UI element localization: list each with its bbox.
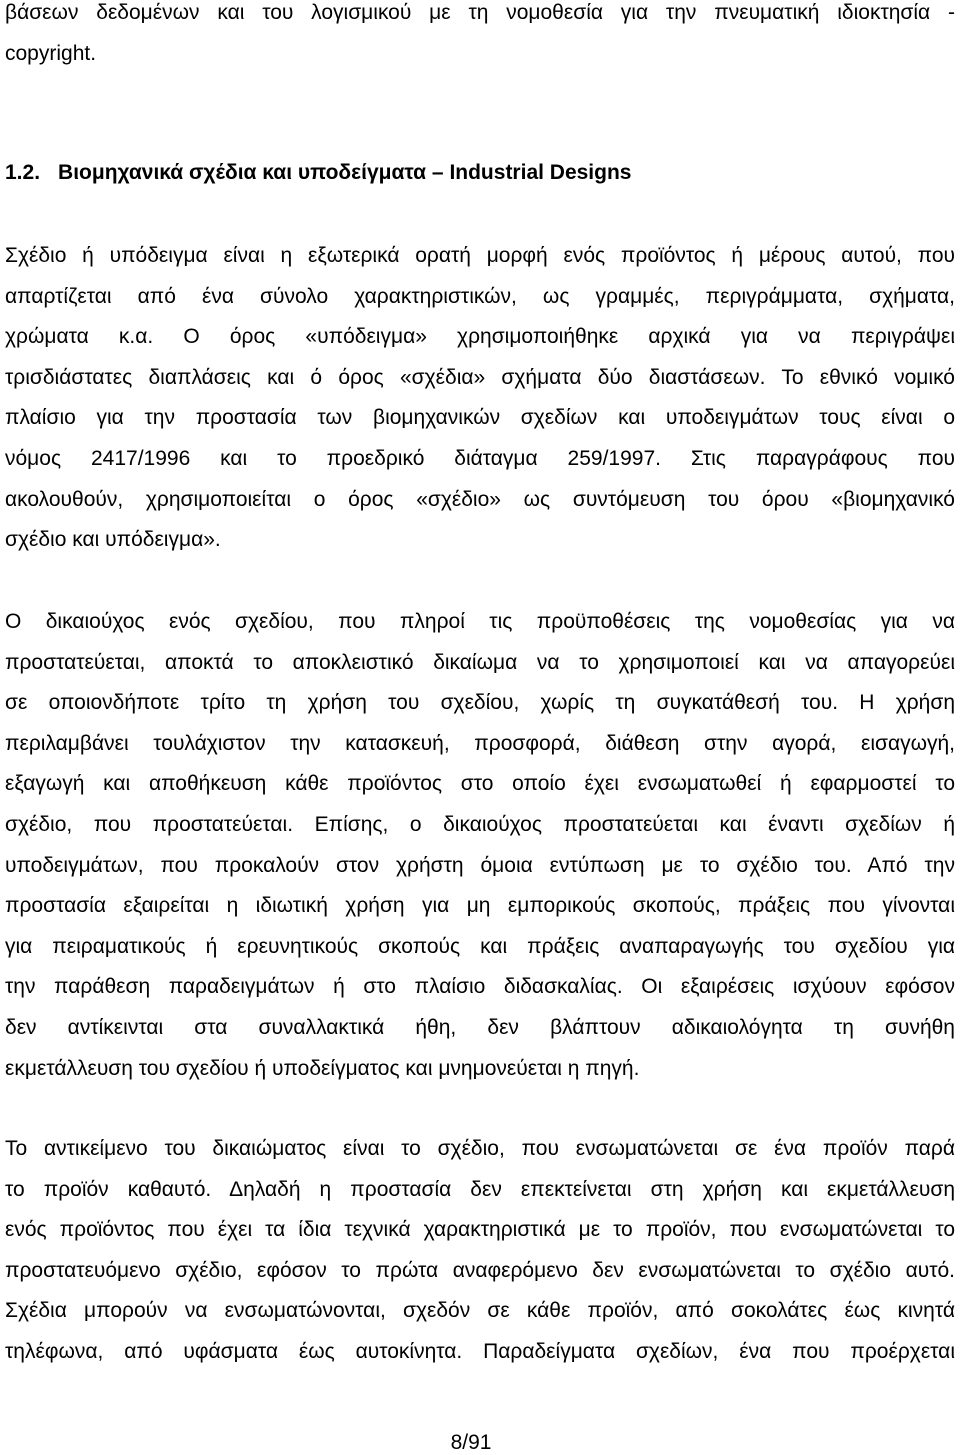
paragraph-1 [5, 236, 955, 561]
paragraph-line: τρισδιάστατες διαπλάσεις και ό όρος «σχέδια» σχήματα δύο διαστάσεων. Το εθνικό νομικό [5, 365, 955, 389]
paragraph-line: σχέδιο, που προστατεύεται. Επίσης, ο δικαιούχος προστατεύεται και έναντι σχεδίων ή [5, 812, 955, 836]
paragraph-line: copyright. [5, 41, 97, 65]
paragraph-2 [5, 602, 955, 1089]
carryover-paragraph [5, 0, 955, 74]
paragraph-line: ακολουθούν, χρησιμοποιείται ο όρος «σχέδιο» ως συντόμευση του όρου «βιομηχανικό [5, 487, 955, 511]
paragraph-line: Ο δικαιούχος ενός σχεδίου, που πληροί τις προϋποθέσεις της νομοθεσίας για να [5, 610, 955, 633]
paragraph-line: Το αντικείμενο του δικαιώματος είναι το σχέδιο, που ενσωματώνεται σε ένα προϊόν παρά [5, 1137, 955, 1160]
paragraph-line: πλαίσιο για την προστασία των βιομηχανικών σχεδίων και υποδειγμάτων τους είναι ο [5, 406, 955, 430]
paragraph-line: προστατευόμενο σχέδιο, εφόσον το πρώτα αναφερόμενο δεν ενσωματώνεται το σχέδιο αυτό. [5, 1258, 955, 1282]
paragraph-line: χρώματα κ.α. Ο όρος «υπόδειγμα» χρησιμοποιήθηκε αρχικά για να περιγράψει [5, 325, 955, 349]
paragraph-line: Σχέδιο ή υπόδειγμα είναι η εξωτερικά ορατή μορφή ενός προϊόντος ή μέρους αυτού, που [5, 244, 955, 267]
paragraph-line: Σχέδια μπορούν να ενσωματώνονται, σχεδόν σε κάθε προϊόν, από σοκολάτες έως κινητά [5, 1299, 955, 1323]
section-number: 1.2. [5, 161, 41, 184]
section-title: Βιομηχανικά σχέδια και υποδείγματα – Industrial Designs [58, 161, 632, 184]
paragraph-line: το προϊόν καθαυτό. Δηλαδή η προστασία δεν επεκτείνεται στη χρήση και εκμετάλλευση [5, 1177, 955, 1201]
page-number: 8/91 [450, 1431, 492, 1454]
paragraph-line: απαρτίζεται από ένα σύνολο χαρακτηριστικών, ως γραμμές, περιγράμματα, σχήματα, [5, 284, 955, 308]
paragraph-line: υποδειγμάτων, που προκαλούν στον χρήστη όμοια εντύπωση με το σχέδιο του. Από την [5, 853, 955, 877]
paragraph-line: ενός προϊόντος που έχει τα ίδια τεχνικά χαρακτηριστικά με το προϊόν, που ενσωματώνεται το [5, 1218, 955, 1242]
section-heading [5, 153, 955, 194]
paragraph-line: νόμος 2417/1996 και το προεδρικό διάταγμα 259/1997. Στις παραγράφους που [5, 446, 955, 470]
paragraph-line: την παράθεση παραδειγμάτων ή στο πλαίσιο διδασκαλίας. Οι εξαιρέσεις ισχύουν εφόσον [5, 975, 955, 999]
paragraph-line: βάσεων δεδομένων και του λογισμικού με τη νομοθεσία για την πνευματική ιδιοκτησία - [5, 1, 955, 24]
paragraph-line: εξαγωγή και αποθήκευση κάθε προϊόντος στο οποίο έχει ενσωματωθεί ή εφαρμοστεί το [5, 772, 955, 796]
paragraph-line: προστασία εξαιρείται η ιδιωτική χρήση για μη εμπορικούς σκοπούς, πράξεις που γίνονται [5, 894, 955, 918]
paragraph-line: δεν αντίκεινται στα συναλλακτικά ήθη, δεν βλάπτουν αδικαιολόγητα τη συνήθη [5, 1015, 955, 1039]
paragraph-line: σε οποιονδήποτε τρίτο τη χρήση του σχεδίου, χωρίς τη συγκατάθεσή του. Η χρήση [5, 691, 955, 715]
paragraph-3 [5, 1129, 955, 1373]
paragraph-line: τηλέφωνα, από υφάσματα έως αυτοκίνητα. Παραδείγματα σχεδίων, ένα που προέρχεται [5, 1339, 955, 1363]
paragraph-line: εκμετάλλευση του σχεδίου ή υποδείγματος και μνημονεύεται η πηγή. [5, 1056, 640, 1080]
paragraph-line: προστατεύεται, αποκτά το αποκλειστικό δικαίωμα να το χρησιμοποιεί και να απαγορεύει [5, 650, 955, 674]
paragraph-line: περιλαμβάνει τουλάχιστον την κατασκευή, προσφορά, διάθεση στην αγορά, εισαγωγή, [5, 731, 955, 755]
paragraph-line: για πειραματικούς ή ερευνητικούς σκοπούς και πράξεις αναπαραγωγής του σχεδίου για [5, 934, 955, 958]
paragraph-line: σχέδιο και υπόδειγμα». [5, 528, 221, 552]
